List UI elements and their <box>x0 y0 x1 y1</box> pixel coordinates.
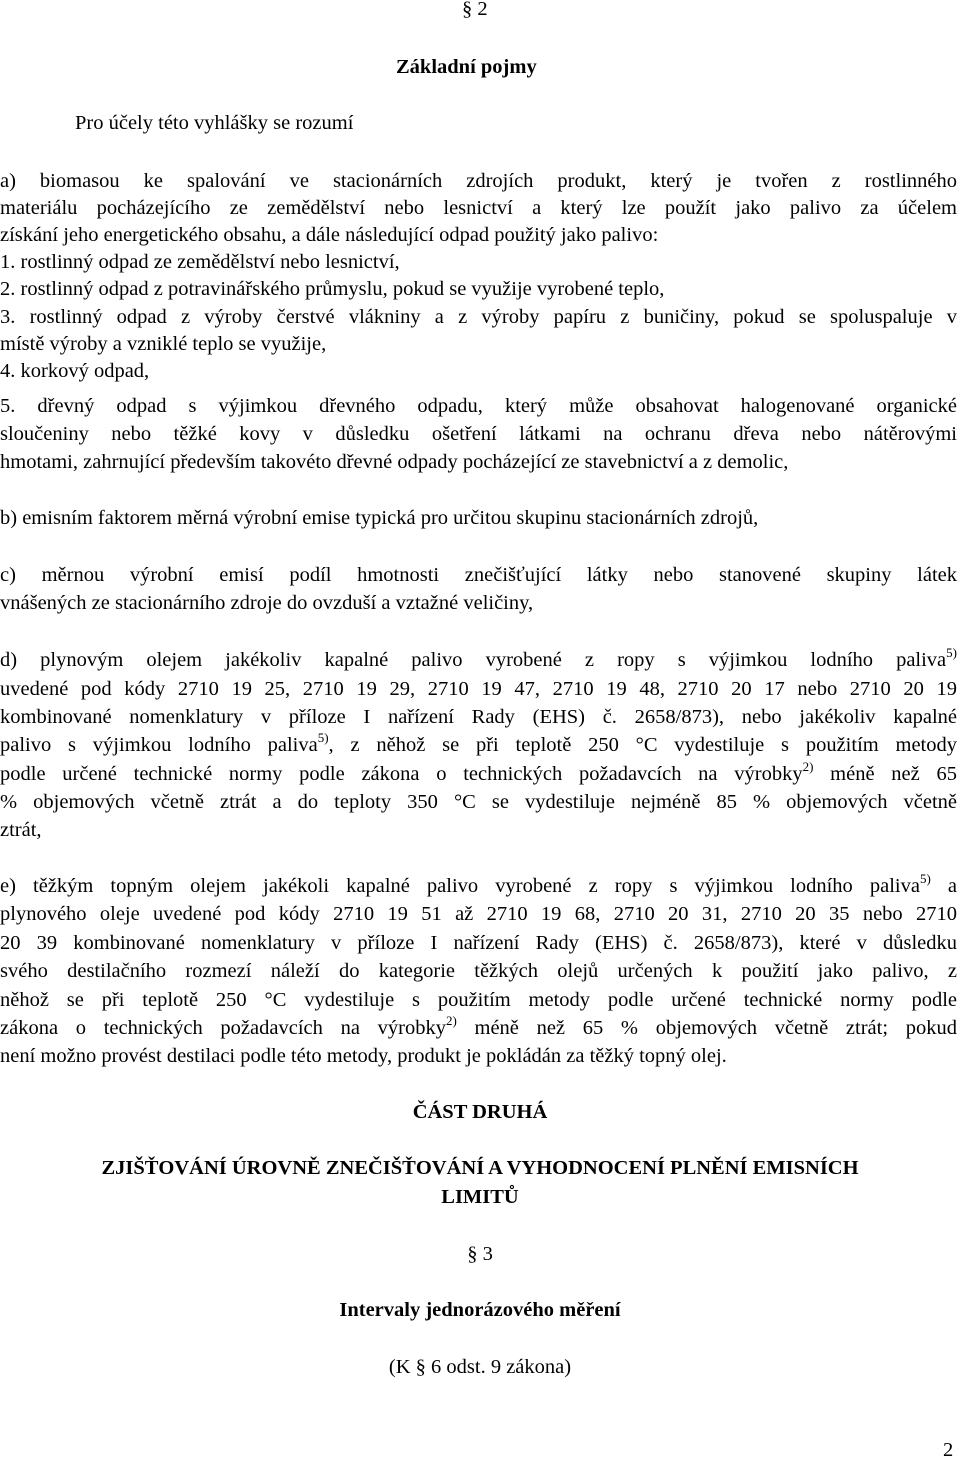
definition-d-line: podle určené technické normy podle zákona o technických požadavcích na výrobky$^{2)}$ méně než 65 <box>0 759 957 785</box>
page-number: 2 <box>943 1439 954 1461</box>
definition-e-line: e) těžkým topným olejem jakékoli kapalné palivo vyrobené z ropy s výjimkou lodního paliva$^{5)}$ a <box>0 871 957 897</box>
part-title-continuation: LIMITŮ <box>441 1186 519 1208</box>
list-item-continuation: hmotami, zahrnující především takovéto dřevné odpady pocházející ze stavebnictví a z demolic, <box>0 451 789 473</box>
definition-e-line: není možno provést destilaci podle této metody, produkt je pokládán za těžký topný olej. <box>0 1045 727 1067</box>
definition-e-line: plynového oleje uvedené pod kódy 2710 19 51 až 2710 19 68, 2710 20 31, 2710 20 35 nebo 2710 <box>0 903 957 925</box>
section-mark-2: § 2 <box>462 0 488 20</box>
section-title-measurement-intervals: Intervaly jednorázového měření <box>339 1299 621 1321</box>
footnote-ref: 2) <box>445 1013 457 1028</box>
list-item-continuation: místě výroby a vzniklé teplo se využije, <box>0 333 327 355</box>
definition-c-line: vnášených ze stacionárního zdroje do ovzduší a vztažné veličiny, <box>0 592 534 614</box>
part-heading: ČÁST DRUHÁ <box>412 1101 548 1123</box>
definition-d-line: ztrát, <box>0 819 42 841</box>
list-item: 5. dřevný odpad s výjimkou dřevného odpadu, který může obsahovat halogenované organické <box>0 395 957 417</box>
definition-d-line: kombinované nomenklatury v příloze I nařízení Rady (EHS) č. 2658/873), nebo jakékoliv kapalné <box>0 706 957 728</box>
definition-d-line: uvedené pod kódy 2710 19 25, 2710 19 29, 2710 19 47, 2710 19 48, 2710 20 17 nebo 2710 20 19 <box>0 678 957 700</box>
definition-e-line: zákona o technických požadavcích na výrobky$^{2)}$ méně než 65 % objemových včetně ztrát; pokud <box>0 1013 957 1039</box>
definition-e-line: něhož se při teplotě 250 °C vydestiluje s použitím metody podle určené technické normy podle <box>0 989 957 1011</box>
section-mark-3: § 3 <box>467 1243 493 1265</box>
part-title: ZJIŠŤOVÁNÍ ÚROVNĚ ZNEČIŠŤOVÁNÍ A VYHODNOCENÍ PLNĚNÍ EMISNÍCH <box>101 1157 859 1179</box>
list-item: 1. rostlinný odpad ze zemědělství nebo lesnictví, <box>0 251 400 273</box>
footnote-ref: 5) <box>946 645 957 660</box>
footnote-ref: 5) <box>317 730 329 745</box>
footnote-ref: 2) <box>802 759 814 774</box>
section-title-basic-terms: Základní pojmy <box>396 56 537 78</box>
intro-text: Pro účely této vyhlášky se rozumí <box>75 112 354 134</box>
definition-d-line: % objemových včetně ztrát a do teploty 350 °C se vydestiluje nejméně 85 % objemových včetně <box>0 791 957 813</box>
definition-d-line: d) plynovým olejem jakékoliv kapalné palivo vyrobené z ropy s výjimkou lodního paliva$^{5)}$ <box>0 645 957 671</box>
list-item: 4. korkový odpad, <box>0 360 150 382</box>
list-item-continuation: sloučeniny nebo těžké kovy v důsledku ošetření látkami na ochranu dřeva nebo nátěrovými <box>0 423 957 445</box>
definition-a-line: a) biomasou ke spalování ve stacionárních zdrojích produkt, který je tvořen z rostlinného <box>0 170 957 192</box>
footnote-ref: 5) <box>919 871 931 886</box>
law-reference: (K § 6 odst. 9 zákona) <box>388 1356 572 1378</box>
definition-e-line: svého destilačního rozmezí náleží do kategorie těžkých olejů určených k použití jako palivo, z <box>0 960 957 982</box>
list-item: 3. rostlinný odpad z výroby čerstvé vlákniny a z výroby papíru z buničiny, pokud se spoluspaluje v <box>0 306 957 328</box>
definition-b: b) emisním faktorem měrná výrobní emise typická pro určitou skupinu stacionárních zdrojů, <box>0 507 759 529</box>
definition-d-line: palivo s výjimkou lodního paliva$^{5)}$, z něhož se při teplotě 250 °C vydestiluje s použitím metody <box>0 730 957 756</box>
definition-e-line: 20 39 kombinované nomenklatury v příloze I nařízení Rady (EHS) č. 2658/873), které v důsledku <box>0 932 957 954</box>
definition-a-line: materiálu pocházejícího ze zemědělství nebo lesnictví a který lze použít jako palivo za účelem <box>0 197 957 219</box>
definition-c-line: c) měrnou výrobní emisí podíl hmotnosti znečišťující látky nebo stanovené skupiny látek <box>0 564 957 586</box>
list-item: 2. rostlinný odpad z potravinářského průmyslu, pokud se využije vyrobené teplo, <box>0 278 665 300</box>
definition-a-line: získání jeho energetického obsahu, a dále následující odpad použitý jako palivo: <box>0 224 659 246</box>
